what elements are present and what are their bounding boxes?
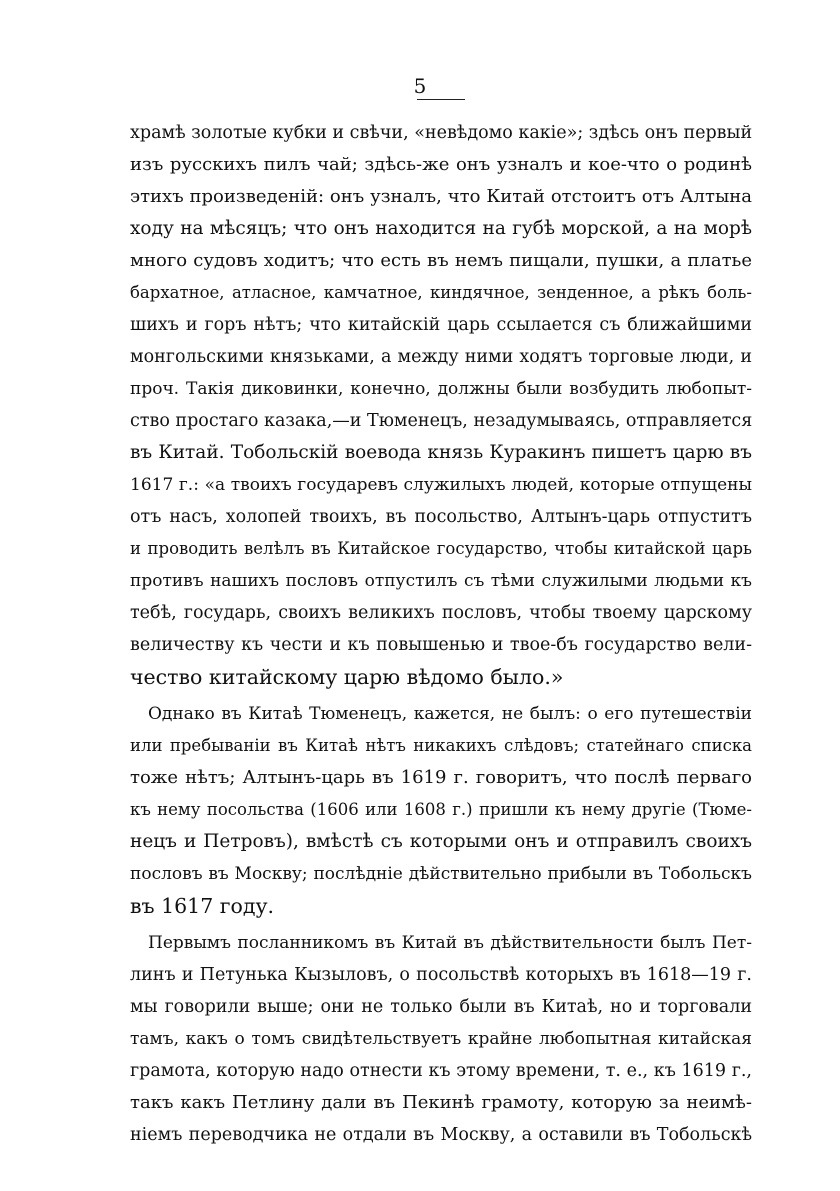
text-line: такъ какъ Петлину дали въ Пекинѣ грамоту, которую за неимѣ- (130, 1092, 752, 1113)
text-line: въ Китай. Тобольскій воевода князь Куракинъ пишетъ царю въ (130, 442, 752, 463)
text-line: этихъ произведеній: онъ узналъ, что Китай отстоитъ отъ Алтына (130, 186, 752, 207)
text-line: храмѣ золотые кубки и свѣчи, «невѣдомо какіе»; здѣсь онъ первый (130, 123, 752, 143)
text-line: грамота, которую надо отнести къ этому времени, т. е., къ 1619 г., (130, 1061, 752, 1081)
text-line: тебѣ, государь, своихъ великихъ пословъ, чтобы твоему царскому (130, 603, 752, 623)
text-line: ходу на мѣсяцъ; что онъ находится на губѣ морской, а на морѣ (130, 218, 752, 239)
text-line: мы говорили выше; они не только были въ Китаѣ, но и торговали (130, 997, 752, 1017)
text-line: пословъ въ Москву; послѣдніе дѣйствительно прибыли въ Тобольскъ (130, 864, 752, 884)
page-number-rule (417, 99, 465, 100)
text-line: Первымъ посланникомъ въ Китай въ дѣйствительности былъ Пет- (148, 933, 752, 953)
text-line: чество китайскому царю вѣдомо было.» (130, 665, 564, 689)
text-line: нецъ и Петровъ), вмѣстѣ съ которыми онъ и отправилъ своихъ (130, 831, 752, 852)
text-line: отъ насъ, холопей твоихъ, въ посольство, Алтынъ-царь отпуститъ (130, 507, 752, 527)
text-line: шихъ и горъ нѣтъ; что китайскій царь ссылается съ ближайшими (130, 315, 752, 335)
text-line: ство простаго казака,—и Тюменецъ, незадумываясь, отправляется (130, 411, 752, 431)
text-line: изъ русскихъ пилъ чай; здѣсь-же онъ узналъ и кое-что о родинѣ (130, 154, 752, 175)
text-line: противъ нашихъ пословъ отпустилъ съ тѣми служилыми людьми къ (130, 571, 752, 591)
text-line: монгольскими князьками, а между ними ходятъ торговые люди, и (130, 347, 752, 367)
text-line: бархатное, атласное, камчатное, киндячное, зенденное, а рѣкъ боль- (130, 283, 752, 302)
text-line: къ нему посольства (1606 или 1608 г.) пришли къ нему другіе (Тюме- (130, 800, 752, 819)
text-line: тоже нѣтъ; Алтынъ-царь въ 1619 г. говоритъ, что послѣ перваго (130, 767, 752, 788)
text-line: величеству къ чести и къ повышенью и твое-бъ государство вели- (130, 635, 752, 655)
page-number: 5 (413, 74, 427, 98)
text-line: линъ и Петунька Кызыловъ, о посольствѣ которыхъ въ 1618—19 г. (130, 965, 752, 985)
text-line: ніемъ переводчика не отдали въ Москву, а оставили въ Тобольскѣ (130, 1125, 752, 1145)
text-line: въ 1617 году. (130, 894, 275, 918)
text-line: Однако въ Китаѣ Тюменецъ, кажется, не былъ: о его путешествіи (148, 704, 752, 724)
text-line: тамъ, какъ о томъ свидѣтельствуетъ крайне любопытная китайская (130, 1029, 752, 1049)
text-line: и проводить велѣлъ въ Китайское государство, чтобы китайской царь (130, 539, 752, 558)
text-line: проч. Такія диковинки, конечно, должны были возбудить любопыт- (130, 379, 752, 399)
text-line: 1617 г.: «а твоихъ государевъ служилыхъ людей, которые отпущены (130, 475, 752, 495)
text-line: много судовъ ходитъ; что есть въ немъ пищали, пушки, а платье (130, 250, 752, 271)
text-line: или пребываніи въ Китаѣ нѣтъ никакихъ слѣдовъ; статейнаго списка (130, 736, 752, 755)
